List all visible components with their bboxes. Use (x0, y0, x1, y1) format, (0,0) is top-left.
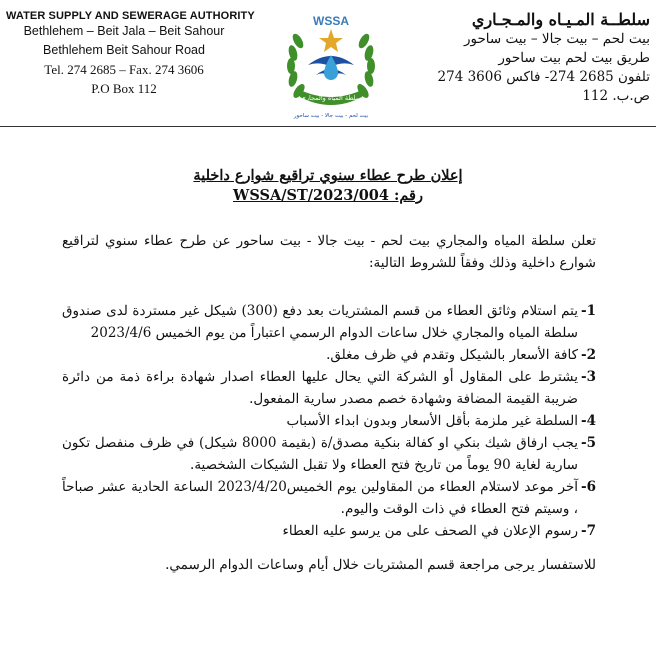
header-english (6, 10, 255, 98)
announcement-title (0, 166, 656, 206)
address-line-2: Bethlehem Beit Sahour Road (43, 43, 205, 57)
arabic-line-4: ص.ب. 112 (582, 88, 650, 104)
phone-fax: Tel. 274 2685 – Fax. 274 3606 (44, 62, 204, 77)
condition-item: 2- كافة الأسعار بالشيكل وتقدم في ظرف مغلق. (326, 347, 596, 363)
closing-paragraph: للاستفسار يرجى مراجعة قسم المشتريات خلال أيام وساعات الدوام الرسمي. (165, 557, 596, 573)
header-arabic (410, 10, 650, 106)
conditions-list (62, 300, 596, 542)
condition-item: 6- آخر موعد لاستلام العطاء من المقاولين يوم الخميس2023/4/20 الساعة الحادية عشر صباحاً ، وسيتم فتح العطاء في ذات الوقت واليوم. (62, 479, 596, 517)
condition-item: 5- يجب ارفاق شيك بنكي او كفالة بنكية مصدق/ة (بقيمة 8000 شيكل) في ظرف منفصل تكون سارية لغاية 90 يوماً من تاريخ فتح العطاء ولا تقبل الشيكات الشخصية. (62, 435, 596, 473)
logo-arabic-band: سلطة المياه والمجاري (300, 94, 362, 102)
condition-item: 1- يتم استلام وثائق العطاء من قسم المشتريات بعد دفع (300) شيكل غير مستردة لدى صندوق سلطة المياه والمجاري خلال ساعات الدوام الرسمي اعتباراً من يوم الخميس 2023/4/6 (62, 303, 596, 341)
condition-item: 7- رسوم الإعلان في الصحف على من يرسو عليه العطاء (282, 523, 596, 539)
arabic-line-1: بيت لحم – بيت جالا – بيت ساحور (463, 31, 650, 47)
intro-paragraph: تعلن سلطة المياه والمجاري بيت لحم - بيت جالا - بيت ساحور عن طرح عطاء سنوي لتراقيع شوارع داخلية وذلك وفقاً للشروط التالية: (62, 233, 596, 271)
logo-acronym: WSSA (313, 14, 349, 28)
org-name-english: WATER SUPPLY AND SEWERAGE AUTHORITY (6, 10, 255, 22)
condition-item: 3- يشترط على المقاول أو الشركة التي يحال عليها العطاء اصدار شهادة براءة ذمة من دائرة ضريبة القيمة المضافة وشهادة خصم مصدر سارية المفعول. (62, 369, 596, 407)
wssa-logo (276, 5, 386, 125)
po-box: P.O Box 112 (91, 81, 157, 96)
org-name-arabic: سلطــة المـيـاه والمـجـاري (471, 10, 650, 29)
arabic-line-2: طريق بيت لحم بيت ساحور (498, 50, 650, 66)
header-divider (0, 126, 656, 127)
tender-number: رقم: WSSA/ST/2023/004 (233, 187, 423, 204)
star-icon (319, 29, 343, 52)
logo-arabic-sub: بيت لحم - بيت جالا - بيت ساحور (293, 113, 369, 119)
announcement-body (62, 230, 596, 590)
address-line-1: Bethlehem – Beit Jala – Beit Sahour (23, 24, 225, 38)
condition-item: 4- السلطة غير ملزمة بأقل الأسعار وبدون ابداء الأسباب (286, 413, 596, 429)
arabic-line-3: تلفون 2685 274- فاكس 3606 274 (437, 69, 650, 85)
wssa-logo-emblem (276, 5, 386, 125)
title-line-1: إعلان طرح عطاء سنوي تراقيع شوارع داخلية (193, 167, 463, 184)
